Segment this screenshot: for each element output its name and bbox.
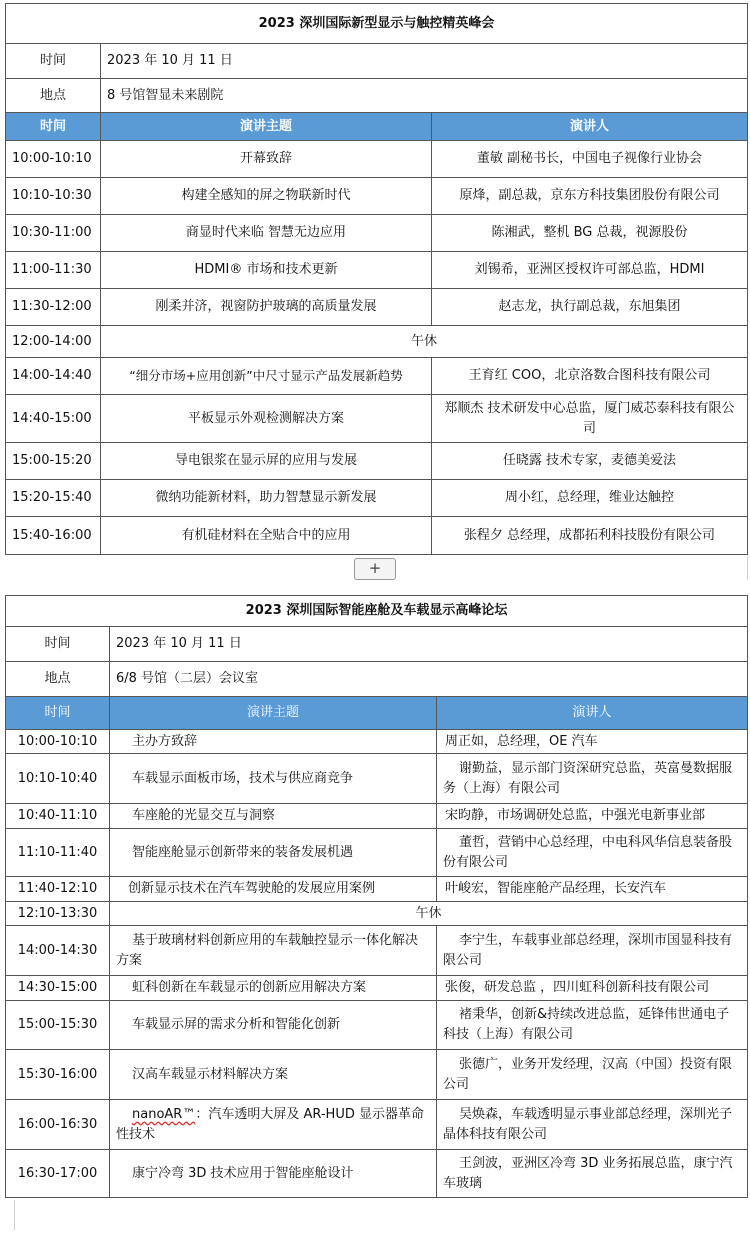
row-time: 14:30-15:00 xyxy=(6,976,110,1001)
table-row xyxy=(6,730,748,754)
column-header-row xyxy=(6,697,748,730)
table-row xyxy=(6,1100,748,1150)
table-title: 2023 深圳国际智能座舱及车载显示高峰论坛 xyxy=(6,596,748,627)
row-time: 15:30-16:00 xyxy=(6,1050,110,1100)
row-speaker: 赵志龙，执行副总裁，东旭集团 xyxy=(432,289,748,326)
divider xyxy=(747,556,748,580)
table-row xyxy=(6,1050,748,1100)
lunch-time: 12:00-14:00 xyxy=(6,326,101,358)
summit-schedule-table xyxy=(5,3,748,555)
forum-schedule-table xyxy=(5,595,748,1198)
row-time: 14:40-15:00 xyxy=(6,395,101,443)
row-topic: 主办方致辞 xyxy=(110,730,437,754)
column-header-row xyxy=(6,113,748,141)
topic-text: ：汽车透明大屏及 AR-HUD 显示器革命性技术 xyxy=(116,1106,424,1142)
row-topic: 智能座舱显示创新带来的装备发展机遇 xyxy=(110,829,437,877)
venue-label: 地点 xyxy=(6,662,110,697)
row-time: 15:40-16:00 xyxy=(6,517,101,555)
table-row xyxy=(6,215,748,252)
row-topic: 开幕致辞 xyxy=(101,141,432,178)
row-speaker: 李宁生，车载事业部总经理，深圳市国显科技有限公司 xyxy=(437,926,748,976)
venue-value: 6/8 号馆（二层）会议室 xyxy=(110,662,748,697)
row-topic: 基于玻璃材料创新应用的车载触控显示一体化解决方案 xyxy=(110,926,437,976)
row-topic: 平板显示外观检测解决方案 xyxy=(101,395,432,443)
row-time: 15:00-15:20 xyxy=(6,443,101,480)
row-time: 11:00-11:30 xyxy=(6,252,101,289)
venue-label: 地点 xyxy=(6,79,101,113)
row-topic: 车载显示面板市场，技术与供应商竞争 xyxy=(110,754,437,804)
row-time: 11:30-12:00 xyxy=(6,289,101,326)
table-row xyxy=(6,395,748,443)
row-speaker: 张德广，业务开发经理，汉高（中国）投资有限公司 xyxy=(437,1050,748,1100)
row-time: 10:00-10:10 xyxy=(6,730,110,754)
date-label: 时间 xyxy=(6,627,110,662)
row-speaker: 褚秉华，创新&持续改进总监，延锋伟世通电子科技（上海）有限公司 xyxy=(437,1001,748,1050)
header-time: 时间 xyxy=(6,697,110,730)
table-row xyxy=(6,517,748,555)
row-time: 15:00-15:30 xyxy=(6,1001,110,1050)
row-speaker: 周小红，总经理，维业达触控 xyxy=(432,480,748,517)
row-speaker: 原烽，副总裁，京东方科技集团股份有限公司 xyxy=(432,178,748,215)
row-speaker: 宋昀静，市场调研处总监，中强光电新事业部 xyxy=(437,804,748,829)
row-topic: HDMI® 市场和技术更新 xyxy=(101,252,432,289)
table-row xyxy=(6,178,748,215)
row-topic: 汉高车载显示材料解决方案 xyxy=(110,1050,437,1100)
row-speaker: 刘锡希，亚洲区授权许可部总监，HDMI xyxy=(432,252,748,289)
lunch-time: 12:10-13:30 xyxy=(6,902,110,926)
table-row xyxy=(6,141,748,178)
header-topic: 演讲主题 xyxy=(101,113,432,141)
table-title-row xyxy=(6,4,748,44)
row-topic: 虹科创新在车载显示的创新应用解决方案 xyxy=(110,976,437,1001)
row-time: 10:40-11:10 xyxy=(6,804,110,829)
row-speaker: 王剑波，亚洲区冷弯 3D 业务拓展总监，康宁汽车玻璃 xyxy=(437,1150,748,1198)
add-table-button[interactable]: + xyxy=(354,558,396,580)
table-row xyxy=(6,976,748,1001)
lunch-row xyxy=(6,326,748,358)
lunch-label: 午休 xyxy=(110,902,748,926)
row-speaker: 叶峻宏，智能座舱产品经理，长安汽车 xyxy=(437,877,748,902)
row-topic: “细分市场+应用创新”中尺寸显示产品发展新趋势 xyxy=(101,358,432,395)
table-row xyxy=(6,804,748,829)
table-row xyxy=(6,829,748,877)
table-title: 2023 深圳国际新型显示与触控精英峰会 xyxy=(6,4,748,44)
date-row xyxy=(6,44,748,79)
row-topic: 康宁冷弯 3D 技术应用于智能座舱设计 xyxy=(110,1150,437,1198)
row-time: 14:00-14:40 xyxy=(6,358,101,395)
row-time: 16:30-17:00 xyxy=(6,1150,110,1198)
header-topic: 演讲主题 xyxy=(110,697,437,730)
row-time: 11:40-12:10 xyxy=(6,877,110,902)
row-speaker: 董哲，营销中心总经理，中电科风华信息装备股份有限公司 xyxy=(437,829,748,877)
row-topic: 商显时代来临 智慧无边应用 xyxy=(101,215,432,252)
row-speaker: 张程夕 总经理，成都拓利科技股份有限公司 xyxy=(432,517,748,555)
row-topic: 车座舱的光显交互与洞察 xyxy=(110,804,437,829)
row-topic xyxy=(110,1100,437,1150)
divider xyxy=(14,1200,15,1230)
venue-row xyxy=(6,79,748,113)
row-time: 14:00-14:30 xyxy=(6,926,110,976)
row-topic: 刚柔并济，视窗防护玻璃的高质量发展 xyxy=(101,289,432,326)
header-time: 时间 xyxy=(6,113,101,141)
header-speaker: 演讲人 xyxy=(437,697,748,730)
table-row xyxy=(6,877,748,902)
row-topic: 创新显示技术在汽车驾驶舱的发展应用案例 xyxy=(110,877,437,902)
row-topic: 车载显示屏的需求分析和智能化创新 xyxy=(110,1001,437,1050)
header-speaker: 演讲人 xyxy=(432,113,748,141)
venue-value: 8 号馆智显未来剧院 xyxy=(101,79,748,113)
row-topic: 有机硅材料在全贴合中的应用 xyxy=(101,517,432,555)
row-time: 10:00-10:10 xyxy=(6,141,101,178)
row-speaker: 郑顺杰 技术研发中心总监，厦门威芯泰科技有限公司 xyxy=(432,395,748,443)
table-row xyxy=(6,289,748,326)
table-row xyxy=(6,358,748,395)
row-speaker: 张俊，研发总监 ，四川虹科创新科技有限公司 xyxy=(437,976,748,1001)
row-speaker: 陈湘武，整机 BG 总裁，视源股份 xyxy=(432,215,748,252)
venue-row xyxy=(6,662,748,697)
table-row xyxy=(6,926,748,976)
row-time: 10:30-11:00 xyxy=(6,215,101,252)
row-time: 10:10-10:40 xyxy=(6,754,110,804)
row-topic: 微纳功能新材料，助力智慧显示新发展 xyxy=(101,480,432,517)
date-row xyxy=(6,627,748,662)
row-speaker: 谢勤益，显示部门资深研究总监，英富曼数据服务（上海）有限公司 xyxy=(437,754,748,804)
row-speaker: 吴焕森，车载透明显示事业部总经理，深圳光子晶体科技有限公司 xyxy=(437,1100,748,1150)
row-speaker: 周正如，总经理，OE 汽车 xyxy=(437,730,748,754)
date-value: 2023 年 10 月 11 日 xyxy=(101,44,748,79)
table-row xyxy=(6,480,748,517)
table-row xyxy=(6,1150,748,1198)
row-time: 11:10-11:40 xyxy=(6,829,110,877)
table-row xyxy=(6,252,748,289)
lunch-row xyxy=(6,902,748,926)
topic-brand: nanoAR™ xyxy=(132,1106,196,1122)
row-time: 16:00-16:30 xyxy=(6,1100,110,1150)
date-label: 时间 xyxy=(6,44,101,79)
table-title-row xyxy=(6,596,748,627)
table-row xyxy=(6,754,748,804)
row-speaker: 王育红 COO，北京洛数合图科技有限公司 xyxy=(432,358,748,395)
row-speaker: 任晓露 技术专家，麦德美爱法 xyxy=(432,443,748,480)
table-row xyxy=(6,1001,748,1050)
row-time: 10:10-10:30 xyxy=(6,178,101,215)
row-time: 15:20-15:40 xyxy=(6,480,101,517)
row-topic: 导电银浆在显示屏的应用与发展 xyxy=(101,443,432,480)
date-value: 2023 年 10 月 11 日 xyxy=(110,627,748,662)
row-topic: 构建全感知的屏之物联新时代 xyxy=(101,178,432,215)
lunch-label: 午休 xyxy=(101,326,748,358)
row-speaker: 董敏 副秘书长，中国电子视像行业协会 xyxy=(432,141,748,178)
table-row xyxy=(6,443,748,480)
